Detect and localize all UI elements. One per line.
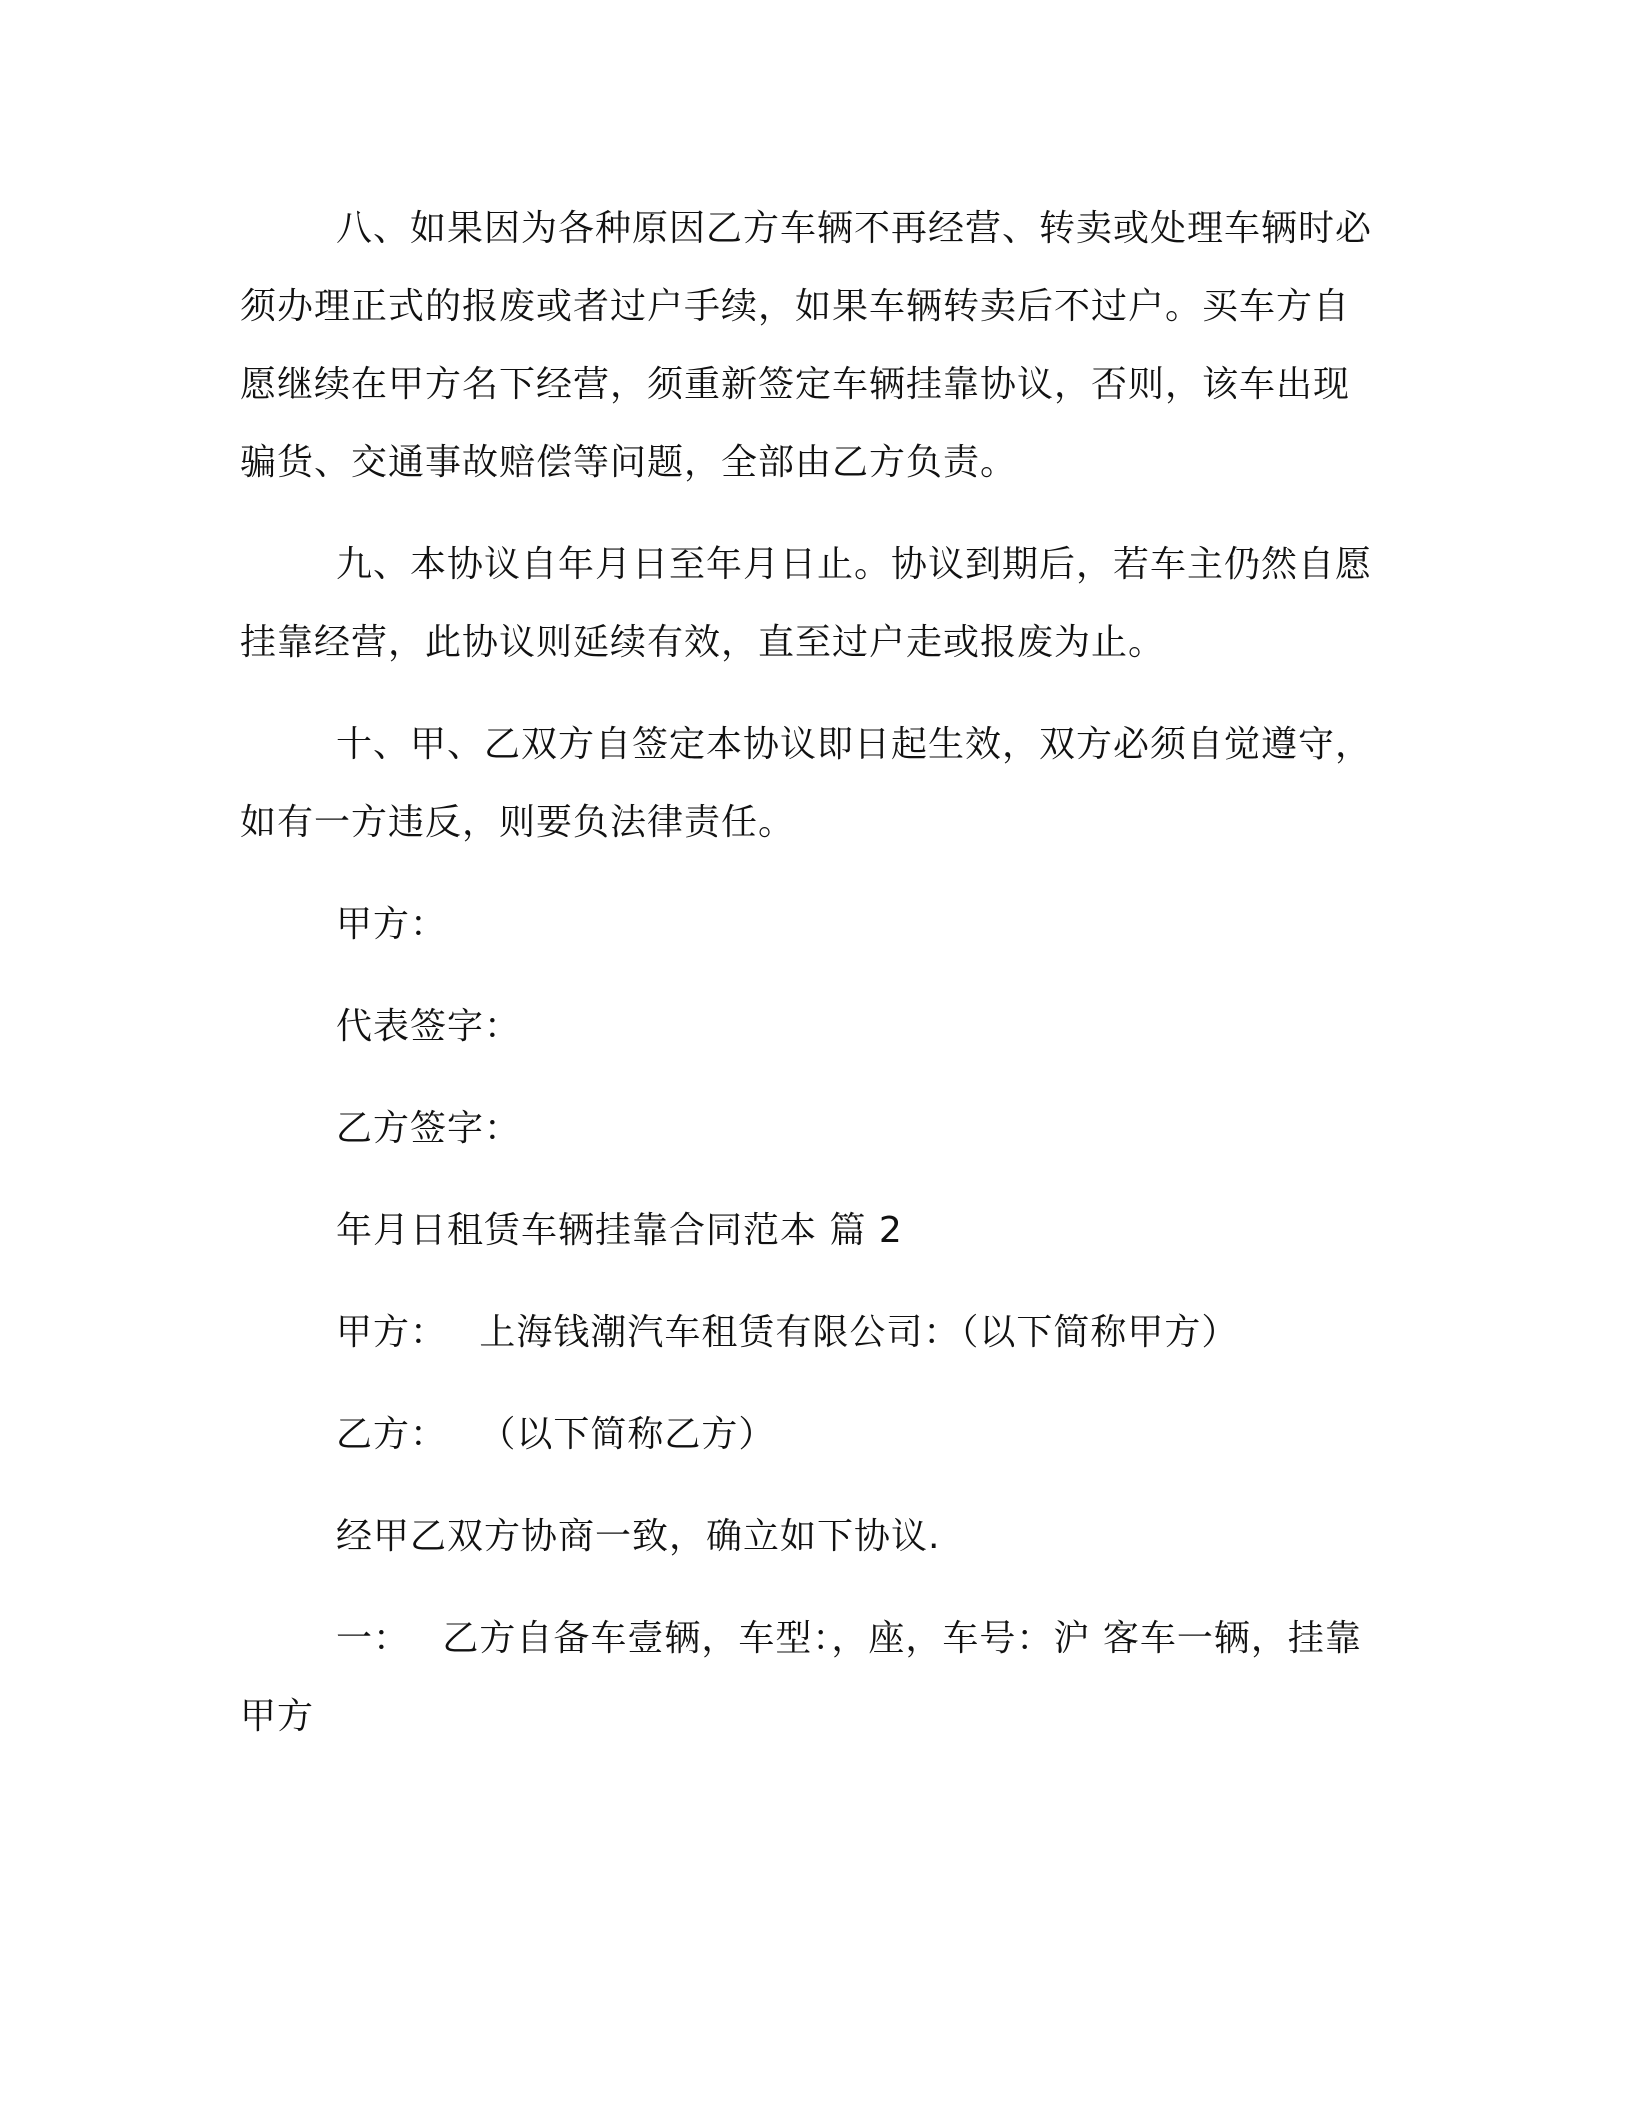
clause-one-text: 乙方自备车壹辆，车型：，座，车号：沪 客车一辆，挂靠甲方: [240, 1618, 1362, 1737]
party-a-label: 甲方：: [336, 1312, 448, 1353]
party-b-label: 乙方：: [336, 1414, 448, 1455]
paragraph-clause-10: 十、甲、乙双方自签定本协议即日起生效，双方必须自觉遵守，如有一方违反，则要负法律责任。: [240, 724, 1373, 843]
representative-signature-line: 代表签字：: [336, 1006, 522, 1047]
party-a-value: 上海钱潮汽车租赁有限公司：（以下简称甲方）: [479, 1312, 1239, 1353]
party-b-line: [240, 1396, 1380, 1474]
party-b-value: （以下简称乙方）: [479, 1414, 776, 1455]
paragraph-clause-9: 九、本协议自年月日至年月日止。协议到期后，若车主仍然自愿挂靠经营，此协议则延续有效，直至过户走或报废为止。: [240, 544, 1373, 663]
party-a-signature-line: 甲方：: [336, 904, 448, 945]
agreement-intro: 经甲乙双方协商一致，确立如下协议.: [336, 1516, 941, 1557]
clause-one: [240, 1600, 1380, 1756]
paragraph-clause-8: 八、如果因为各种原因乙方车辆不再经营、转卖或处理车辆时必须办理正式的报废或者过户手续，如果车辆转卖后不过户。买车方自愿继续在甲方名下经营，须重新签定车辆挂靠协议，否则，该车出现骗货、交通事故赔偿等问题，全部由乙方负责。: [240, 208, 1373, 483]
clause-one-label: 一：: [336, 1618, 411, 1659]
party-a-line: [240, 1294, 1380, 1372]
party-b-signature-line: 乙方签字：: [336, 1108, 522, 1149]
section-title: 年月日租赁车辆挂靠合同范本 篇 2: [336, 1210, 903, 1251]
document-body: [240, 190, 1380, 1780]
